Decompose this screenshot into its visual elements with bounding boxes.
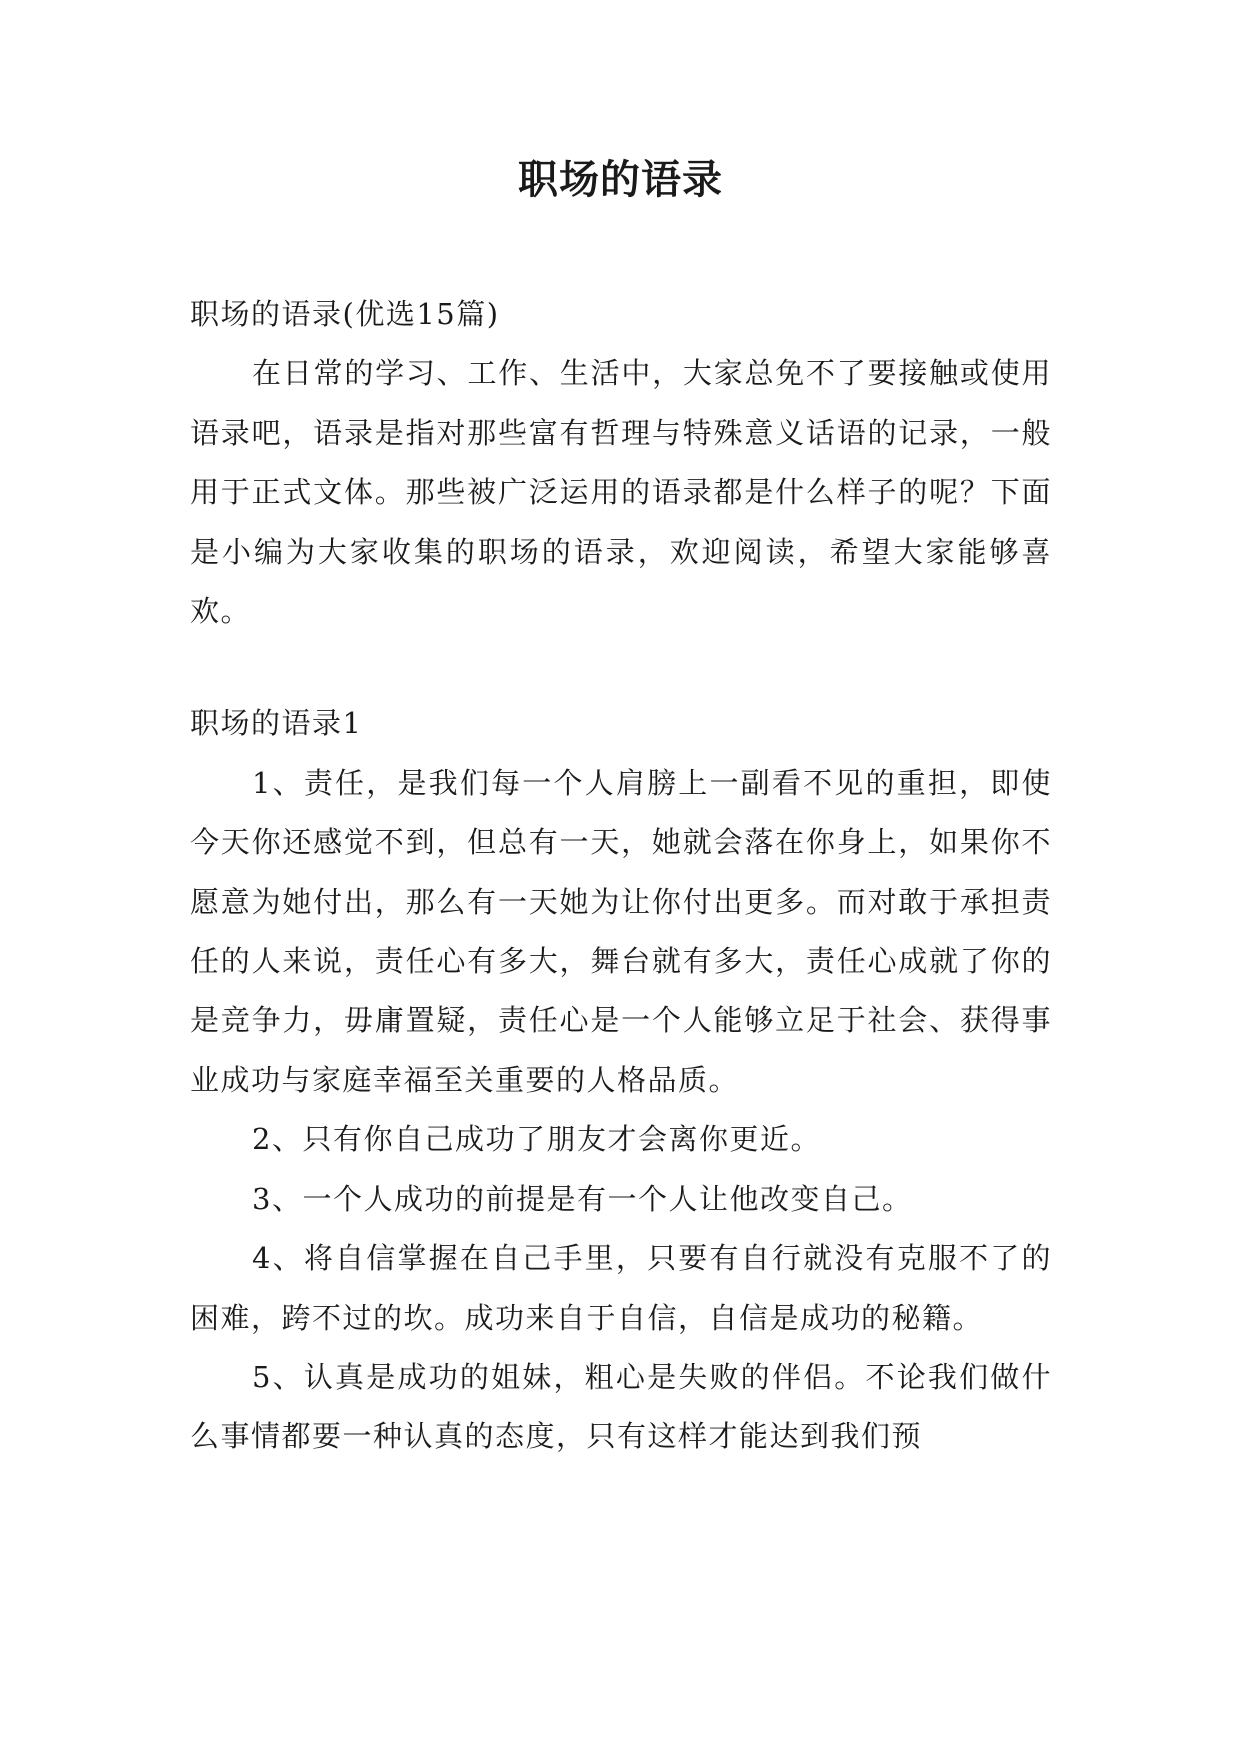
quote-item: 5、认真是成功的姐妹，粗心是失败的伴侣。不论我们做什么事情都要一种认真的态度，只有这样才能达到我们预 [190,1359,1052,1454]
paragraph-spacer [190,641,1052,694]
document-body [190,285,1052,1467]
document-subtitle: 职场的语录(优选15篇) [190,297,500,331]
section-heading: 职场的语录1 [190,706,363,741]
quote-item: 2、只有你自己成功了朋友才会离你更近。 [252,1122,821,1157]
document-title: 职场的语录 [518,157,723,203]
quote-item: 1、责任，是我们每一个人肩膀上一副看不见的重担，即使今天你还感觉不到，但总有一天，她就会落在你身上，如果你不愿意为她付出，那么有一天她为让你付出更多。而对敢于承担责任的人来说，责任心有多大，舞台就有多大，责任心成就了你的是竞争力，毋庸置疑，责任心是一个人能够立足于社会、获得事业成功与家庭幸福至关重要的人格品质。 [190,765,1052,1097]
quote-item: 3、一个人成功的前提是有一个人让他改变自己。 [252,1181,913,1216]
quote-item: 4、将自信掌握在自己手里，只要有自行就没有克服不了的困难，跨不过的坎。成功来自于自信，自信是成功的秘籍。 [190,1241,1052,1335]
intro-paragraph: 在日常的学习、工作、生活中，大家总免不了要接触或使用语录吧，语录是指对那些富有哲理与特殊意义话语的记录，一般用于正式文体。那些被广泛运用的语录都是什么样子的呢？下面是小编为大家收集的职场的语录，欢迎阅读，希望大家能够喜欢。 [190,356,1052,629]
